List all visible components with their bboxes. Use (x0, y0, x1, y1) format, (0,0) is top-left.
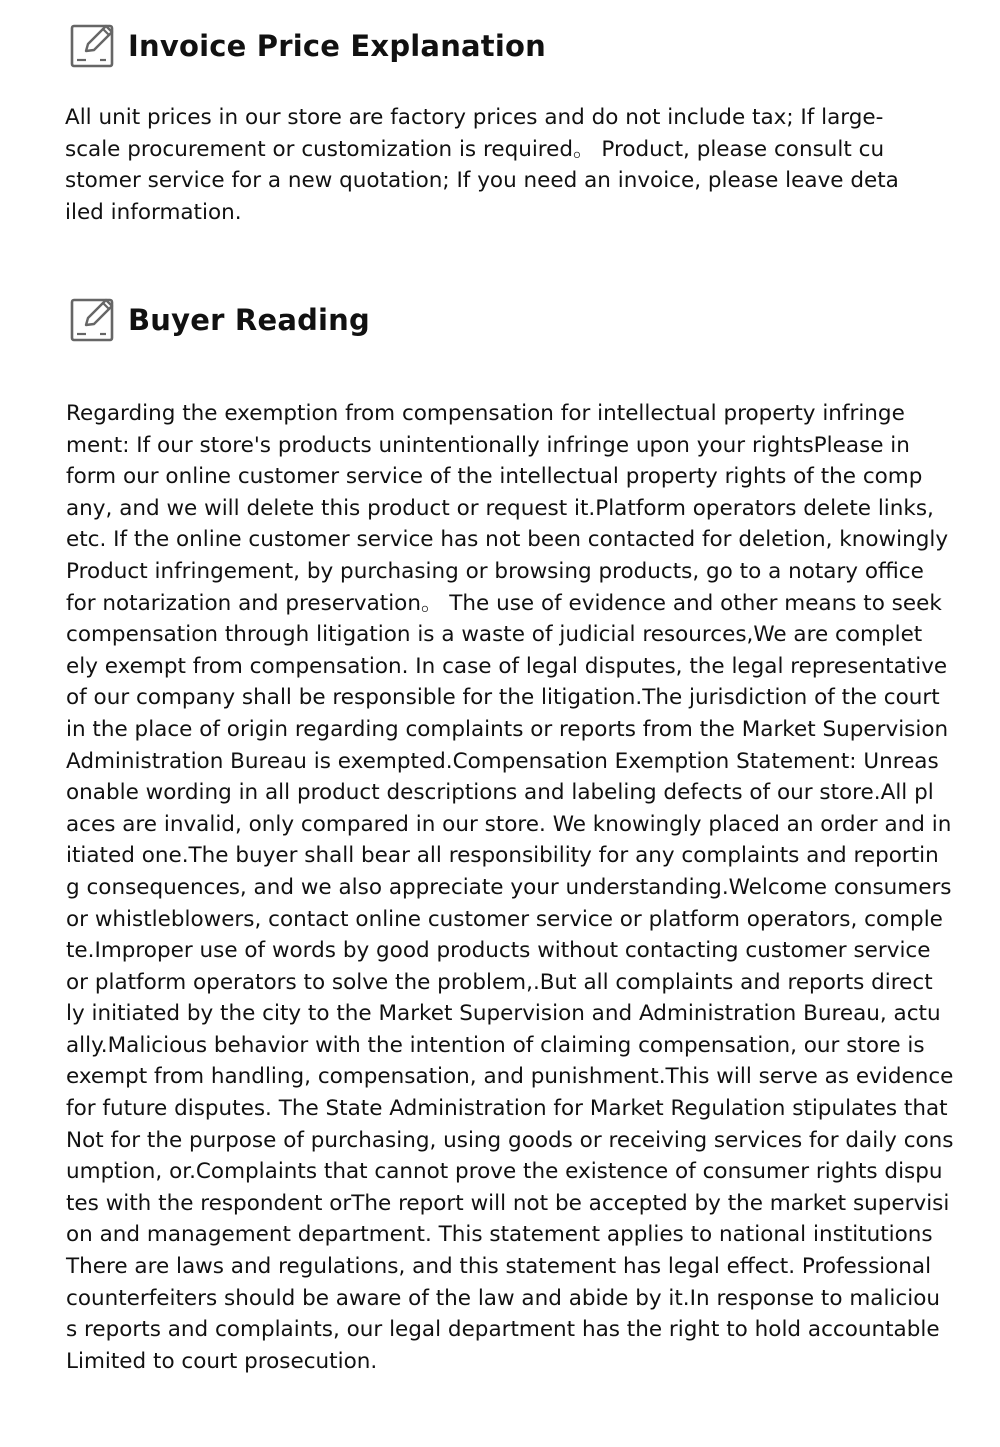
text-line: g consequences, and we also appreciate your understanding.Welcome consumers (66, 874, 952, 900)
text-line: All unit prices in our store are factory prices and do not include tax; If large- (65, 105, 884, 130)
text-line: or whistleblowers, contact online customer service or platform operators, comple (66, 906, 943, 932)
section-title: Buyer Reading (128, 303, 370, 337)
text-line: ly initiated by the city to the Market Supervision and Administration Bureau, actu (66, 1001, 941, 1027)
buyer-reading-text (66, 398, 986, 1377)
text-line: Not for the purpose of purchasing, using goods or receiving services for daily cons (66, 1127, 954, 1153)
text-line: for notarization and preservation。 The use of evidence and other means to seek (66, 590, 942, 616)
text-line: or platform operators to solve the problem,.But all complaints and reports direct (66, 969, 933, 995)
text-line: of our company shall be responsible for the litigation.The jurisdiction of the court (66, 685, 940, 711)
text-line: stomer service for a new quotation; If you need an invoice, please leave deta (65, 168, 899, 194)
text-line: ally.Malicious behavior with the intention of claiming compensation, our store is (66, 1032, 925, 1058)
text-line: form our online customer service of the intellectual property rights of the comp (66, 464, 923, 490)
text-line: Product infringement, by purchasing or browsing products, go to a notary office (66, 558, 924, 584)
text-line: Limited to court prosecution. (66, 1348, 378, 1374)
text-line: onable wording in all product descriptions and labeling defects of our store.All pl (66, 780, 934, 806)
text-line: itiated one.The buyer shall bear all responsibility for any complaints and reportin (66, 843, 939, 869)
text-line: iled information. (65, 199, 242, 225)
buyer-section-header (68, 294, 370, 346)
text-line: aces are invalid, only compared in our store. We knowingly placed an order and in (66, 811, 952, 837)
invoice-section-header (68, 20, 546, 72)
section-title: Invoice Price Explanation (128, 29, 546, 63)
text-line: ment: If our store's products unintentionally infringe upon your rightsPlease in (66, 432, 910, 458)
text-line: Regarding the exemption from compensation for intellectual property infringe (66, 401, 905, 426)
text-line: etc. If the online customer service has not been contacted for deletion, knowingly (66, 527, 949, 553)
text-line: compensation through litigation is a waste of judicial resources,We are complet (66, 622, 923, 648)
text-line: s reports and complaints, our legal department has the right to hold accountable (66, 1317, 940, 1343)
text-line: scale procurement or customization is required。 Product, please consult cu (65, 136, 885, 162)
text-line: exempt from handling, compensation, and punishment.This will serve as evidence (66, 1064, 954, 1090)
text-line: Administration Bureau is exempted.Compensation Exemption Statement: Unreas (66, 748, 939, 774)
text-line: te.Improper use of words by good products without contacting customer service (66, 938, 931, 964)
edit-note-icon (68, 20, 120, 72)
text-line: There are laws and regulations, and this statement has legal effect. Professional (66, 1254, 932, 1280)
text-line: in the place of origin regarding complaints or reports from the Market Supervision (66, 716, 949, 742)
text-line: for future disputes. The State Administration for Market Regulation stipulates that (66, 1096, 948, 1122)
text-line: ely exempt from compensation. In case of legal disputes, the legal representative (66, 653, 948, 679)
text-line: counterfeiters should be aware of the law and abide by it.In response to maliciou (66, 1285, 940, 1311)
text-line: umption, or.Complaints that cannot prove the existence of consumer rights dispu (66, 1159, 943, 1185)
invoice-explanation-text (65, 102, 945, 228)
text-line: on and management department. This statement applies to national institutions (66, 1222, 933, 1248)
text-line: tes with the respondent orThe report will not be accepted by the market supervisi (66, 1190, 950, 1216)
text-line: any, and we will delete this product or request it.Platform operators delete links, (66, 495, 934, 521)
edit-note-icon (68, 294, 120, 346)
